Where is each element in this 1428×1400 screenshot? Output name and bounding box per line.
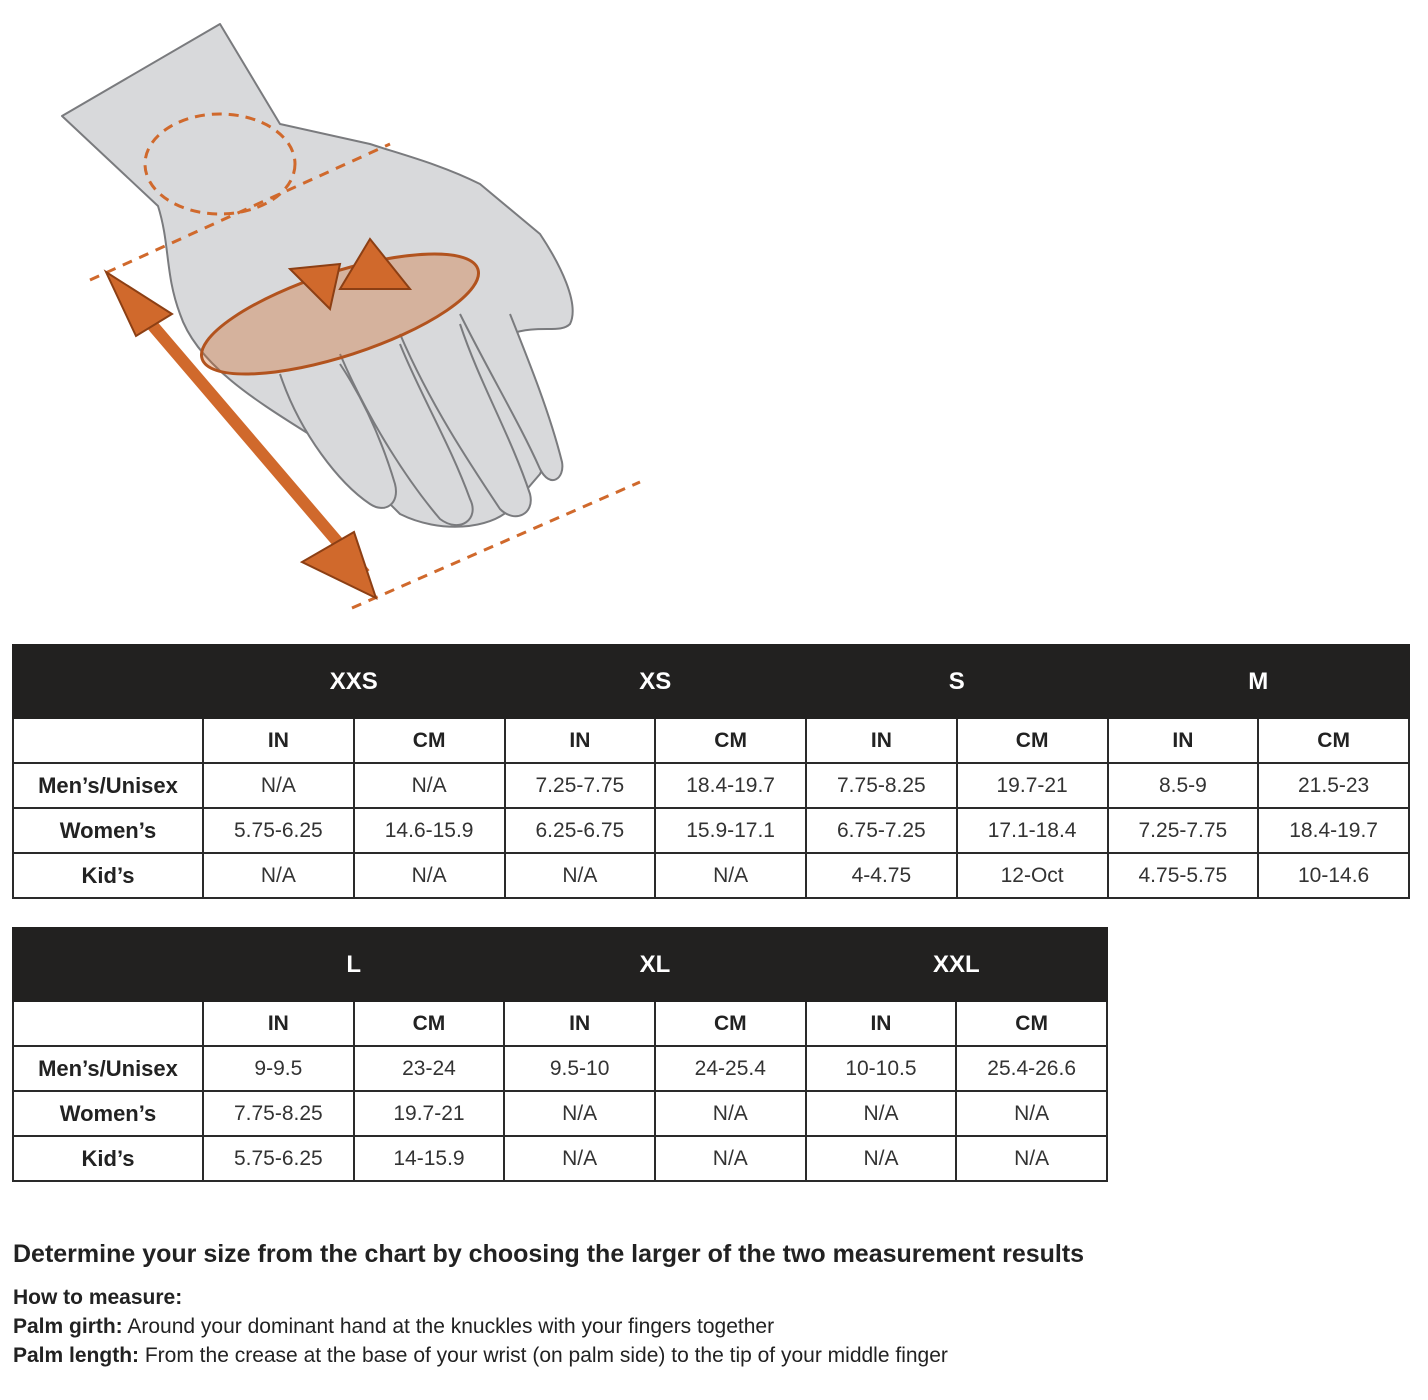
table-cell: N/A — [806, 1136, 957, 1181]
table-row — [13, 763, 1409, 808]
table-cell: 24-25.4 — [655, 1046, 806, 1091]
table-cell: 7.75-8.25 — [806, 763, 957, 808]
unit-header: CM — [354, 718, 505, 763]
size-header: XXL — [806, 928, 1107, 1001]
table-cell: 7.25-7.75 — [505, 763, 656, 808]
hand-measurement-icon — [40, 14, 680, 614]
table-cell: 19.7-21 — [957, 763, 1108, 808]
table-cell: 6.25-6.75 — [505, 808, 656, 853]
size-chart-table-1 — [12, 644, 1410, 899]
measurement-notes — [13, 1240, 1413, 1370]
unit-empty-cell — [13, 718, 203, 763]
table-cell: 14-15.9 — [354, 1136, 505, 1181]
table-row — [13, 1136, 1107, 1181]
size-header: XXS — [203, 645, 505, 718]
table-cell: 25.4-26.6 — [956, 1046, 1107, 1091]
unit-header: CM — [354, 1001, 505, 1046]
table-cell: 15.9-17.1 — [655, 808, 806, 853]
table-cell: 5.75-6.25 — [203, 1136, 354, 1181]
table-cell: N/A — [354, 853, 505, 898]
unit-header: CM — [956, 1001, 1107, 1046]
unit-header: CM — [1258, 718, 1409, 763]
arrow-head-up-icon — [106, 272, 172, 336]
row-label: Women’s — [13, 808, 203, 853]
table-row — [13, 1046, 1107, 1091]
row-label: Kid’s — [13, 1136, 203, 1181]
notes-title: Determine your size from the chart by choosing the larger of the two measurement results — [13, 1240, 1085, 1268]
table-cell: 19.7-21 — [354, 1091, 505, 1136]
how-to-heading — [13, 1283, 1413, 1312]
table-cell: N/A — [354, 763, 505, 808]
unit-header: IN — [203, 718, 354, 763]
table-cell: 17.1-18.4 — [957, 808, 1108, 853]
table-cell: 4.75-5.75 — [1108, 853, 1259, 898]
table-cell: N/A — [504, 1136, 655, 1181]
table-cell: N/A — [655, 853, 806, 898]
table-cell: 18.4-19.7 — [1258, 808, 1409, 853]
table-cell: 5.75-6.25 — [203, 808, 354, 853]
table-cell: 10-10.5 — [806, 1046, 957, 1091]
unit-header-row — [13, 1001, 1107, 1046]
unit-header: IN — [806, 1001, 957, 1046]
size-header: S — [806, 645, 1108, 718]
palm-girth-text: Around your dominant hand at the knuckles with your fingers together — [122, 1315, 775, 1338]
size-header-row — [13, 928, 1107, 1001]
table-cell: 7.25-7.75 — [1108, 808, 1259, 853]
unit-header: IN — [806, 718, 957, 763]
table-cell: N/A — [505, 853, 656, 898]
table-cell: 8.5-9 — [1108, 763, 1259, 808]
palm-girth-label: Palm girth: — [13, 1315, 123, 1338]
unit-header: IN — [505, 718, 656, 763]
table-cell: N/A — [504, 1091, 655, 1136]
unit-header: IN — [504, 1001, 655, 1046]
size-chart-table-2 — [12, 927, 1108, 1182]
table-cell: 6.75-7.25 — [806, 808, 957, 853]
row-label: Men’s/Unisex — [13, 1046, 203, 1091]
unit-empty-cell — [13, 1001, 203, 1046]
table-cell: 7.75-8.25 — [203, 1091, 354, 1136]
size-header: L — [203, 928, 504, 1001]
row-label: Women’s — [13, 1091, 203, 1136]
table-cell: 4-4.75 — [806, 853, 957, 898]
table-cell: 23-24 — [354, 1046, 505, 1091]
palm-length-text: From the crease at the base of your wrist (on palm side) to the tip of your middle finger — [139, 1344, 948, 1367]
size-header: M — [1108, 645, 1410, 718]
palm-length-label: Palm length: — [13, 1344, 140, 1367]
header-empty-cell — [13, 645, 203, 718]
unit-header: CM — [655, 1001, 806, 1046]
unit-header: CM — [655, 718, 806, 763]
arrow-head-down-icon — [302, 532, 376, 598]
table-cell: N/A — [655, 1091, 806, 1136]
table-cell: 12-Oct — [957, 853, 1108, 898]
unit-header: IN — [1108, 718, 1259, 763]
size-header-row — [13, 645, 1409, 718]
table-row — [13, 808, 1409, 853]
table-cell: N/A — [956, 1091, 1107, 1136]
unit-header: CM — [957, 718, 1108, 763]
table-cell: 18.4-19.7 — [655, 763, 806, 808]
table-cell: 9-9.5 — [203, 1046, 354, 1091]
size-header: XL — [504, 928, 805, 1001]
table-cell: N/A — [806, 1091, 957, 1136]
table-row — [13, 853, 1409, 898]
row-label: Kid’s — [13, 853, 203, 898]
row-label: Men’s/Unisex — [13, 763, 203, 808]
palm-girth-line — [13, 1312, 1413, 1341]
table-row — [13, 1091, 1107, 1136]
how-to-label: How to measure: — [13, 1286, 183, 1309]
table-cell: N/A — [956, 1136, 1107, 1181]
size-header: XS — [505, 645, 807, 718]
table-cell: 9.5-10 — [504, 1046, 655, 1091]
table-cell: N/A — [203, 853, 354, 898]
header-empty-cell — [13, 928, 203, 1001]
table-cell: 21.5-23 — [1258, 763, 1409, 808]
palm-length-line — [13, 1341, 1413, 1370]
table-cell: 14.6-15.9 — [354, 808, 505, 853]
table-cell: 10-14.6 — [1258, 853, 1409, 898]
unit-header: IN — [203, 1001, 354, 1046]
unit-header-row — [13, 718, 1409, 763]
table-cell: N/A — [203, 763, 354, 808]
table-cell: N/A — [655, 1136, 806, 1181]
